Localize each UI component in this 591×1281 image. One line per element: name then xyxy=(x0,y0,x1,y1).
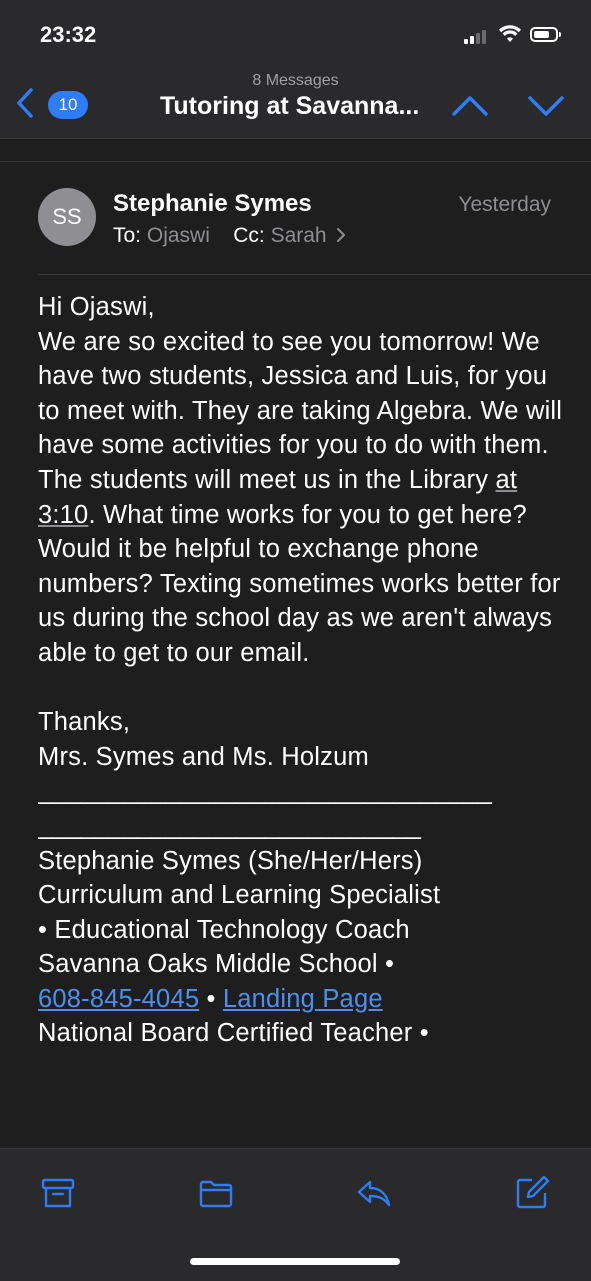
status-time: 23:32 xyxy=(40,22,97,47)
separator-dot: • xyxy=(199,984,223,1013)
cc-recipient[interactable]: Sarah xyxy=(270,224,327,247)
phone-link[interactable]: 608-845-4045 xyxy=(38,984,200,1013)
previous-message-chevron-up-icon[interactable] xyxy=(450,94,490,118)
compose-icon[interactable] xyxy=(514,1175,550,1211)
sender-avatar: SS xyxy=(38,188,96,246)
signature-rule-1: ________________________________ xyxy=(38,777,492,806)
signature-name: Stephanie Symes (She/Her/Hers) xyxy=(38,846,423,875)
battery-icon xyxy=(530,27,558,42)
signoff-line: Mrs. Symes and Ms. Holzum xyxy=(38,742,369,771)
greeting: Hi Ojaswi, xyxy=(38,293,155,321)
chevron-right-icon[interactable] xyxy=(336,227,346,243)
next-message-chevron-down-icon[interactable] xyxy=(526,94,566,118)
cc-label: Cc: xyxy=(233,224,265,247)
cellular-signal-icon xyxy=(464,30,490,44)
back-count-badge[interactable]: 10 xyxy=(48,91,88,119)
signature-rule-2: ___________________________ xyxy=(38,811,421,840)
reply-icon[interactable] xyxy=(356,1175,392,1211)
wifi-icon xyxy=(498,24,522,44)
previous-message-edge[interactable] xyxy=(0,139,591,162)
body-text-before-time: We are so excited to see you tomorrow! We have two students, Jessica and Luis, for you to meet with. They are taking Algebra. We will have some activities for you to do with them. The students will meet us in the Library xyxy=(38,327,563,494)
body-paragraph xyxy=(38,325,563,671)
archive-icon[interactable] xyxy=(40,1175,76,1211)
to-label: To: xyxy=(113,224,142,247)
signature-certification: National Board Certified Teacher • xyxy=(38,1019,429,1048)
back-chevron-icon[interactable] xyxy=(12,86,40,120)
landing-page-link[interactable]: Landing Page xyxy=(222,984,383,1013)
signature-title: Curriculum and Learning Specialist xyxy=(38,881,441,910)
signature-school: Savanna Oaks Middle School • xyxy=(38,950,395,979)
to-recipient[interactable]: Ojaswi xyxy=(146,224,210,247)
signature-contact-line xyxy=(38,982,563,1017)
sender-name[interactable]: Stephanie Symes xyxy=(113,190,312,217)
thread-subject: Tutoring at Savanna... xyxy=(160,92,420,120)
message-count: 8 Messages xyxy=(252,72,339,89)
detected-time-link[interactable]: at 3:10 xyxy=(38,465,518,529)
blank-line xyxy=(38,671,563,706)
status-bar xyxy=(0,0,591,64)
message-nav-bar xyxy=(0,64,591,139)
message-date: Yesterday xyxy=(458,193,551,216)
signature-title-2: • Educational Technology Coach xyxy=(38,915,410,944)
message-body xyxy=(38,290,563,1051)
home-indicator[interactable] xyxy=(190,1258,400,1265)
recipients-row[interactable] xyxy=(113,224,346,248)
body-text-after-time: . What time works for you to get here? Would it be helpful to exchange phone numbers? Texting sometimes works better for us during the school day as we aren't always able to get to our email. xyxy=(38,500,561,667)
folder-icon[interactable] xyxy=(198,1175,234,1211)
thanks-line: Thanks, xyxy=(38,708,131,737)
header-divider xyxy=(38,274,591,275)
